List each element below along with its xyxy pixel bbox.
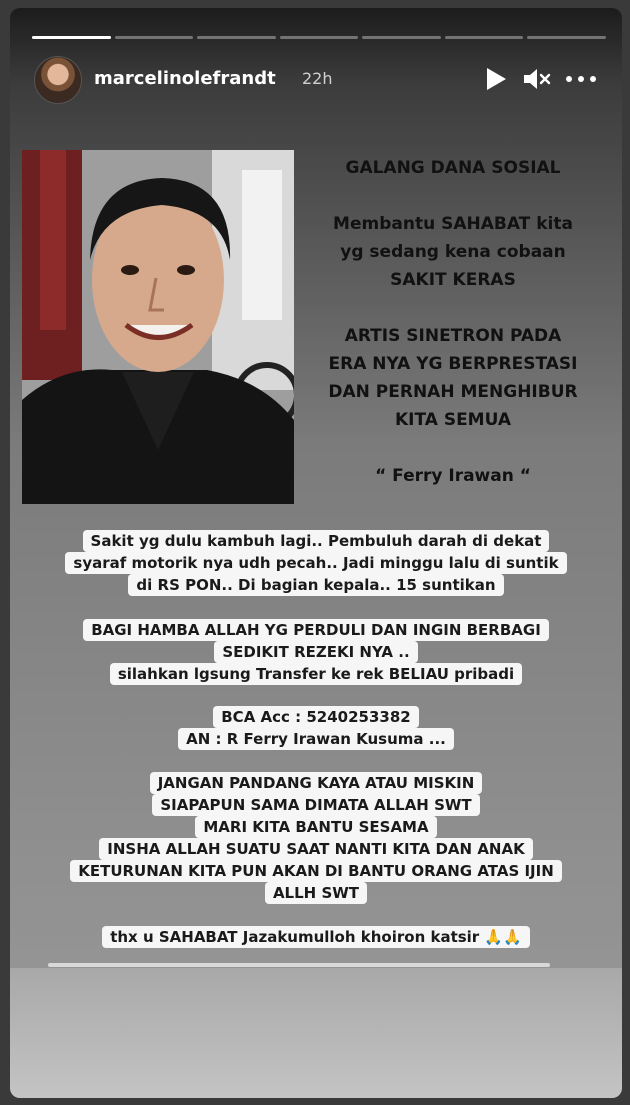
- heading-line: ERA NYA YG BERPRESTASI: [328, 354, 578, 374]
- heading-title: GALANG DANA SOSIAL: [345, 158, 561, 178]
- heading-line: DAN PERNAH MENGHIBUR: [328, 382, 578, 402]
- progress-segment: [445, 36, 524, 39]
- caption-message: [10, 772, 622, 904]
- caption-line: BCA Acc : 5240253382: [213, 706, 418, 728]
- more-icon[interactable]: [564, 66, 598, 92]
- caption-line: BAGI HAMBA ALLAH YG PERDULI DAN INGIN BERBAGI: [83, 619, 549, 641]
- heading-line: Membantu SAHABAT kita: [333, 214, 573, 234]
- caption-illness: [10, 530, 622, 596]
- divider-bar: [48, 963, 550, 967]
- caption-line: JANGAN PANDANG KAYA ATAU MISKIN: [150, 772, 483, 794]
- play-icon[interactable]: [484, 66, 508, 92]
- progress-segment: [527, 36, 606, 39]
- caption-line: SIAPAPUN SAMA DIMATA ALLAH SWT: [152, 794, 479, 816]
- progress-segment: [197, 36, 276, 39]
- story-progress-bar: [32, 36, 606, 39]
- heading-line: KITA SEMUA: [394, 410, 512, 430]
- caption-line: di RS PON.. Di bagian kepala.. 15 suntikan: [128, 574, 503, 596]
- mute-icon[interactable]: [522, 66, 552, 92]
- story-viewer[interactable]: [10, 8, 622, 1098]
- story-header: [34, 56, 600, 104]
- caption-line: ALLH SWT: [265, 882, 367, 904]
- heading-line: SAKIT KERAS: [390, 270, 516, 290]
- caption-line: AN : R Ferry Irawan Kusuma ...: [178, 728, 454, 750]
- caption-line: syaraf motorik nya udh pecah.. Jadi minggu lalu di suntik: [65, 552, 566, 574]
- caption-line: KETURUNAN KITA PUN AKAN DI BANTU ORANG ATAS IJIN: [70, 860, 562, 882]
- caption-line: Sakit yg dulu kambuh lagi.. Pembuluh darah di dekat: [83, 530, 550, 552]
- heading-name: “ Ferry Irawan “: [375, 466, 531, 486]
- progress-segment: [362, 36, 441, 39]
- caption-line: silahkan lgsung Transfer ke rek BELIAU pribadi: [110, 663, 522, 685]
- progress-segment: [115, 36, 194, 39]
- post-time: 22h: [302, 69, 333, 88]
- fundraising-heading: [303, 154, 603, 490]
- avatar[interactable]: [34, 56, 82, 104]
- caption-line: INSHA ALLAH SUATU SAAT NANTI KITA DAN ANAK: [99, 838, 532, 860]
- username-link[interactable]: marcelinolefrandt: [94, 68, 276, 89]
- portrait-illustration: [22, 150, 294, 504]
- caption-thanks: [10, 926, 622, 948]
- caption-appeal: [10, 619, 622, 685]
- heading-line: yg sedang kena cobaan: [340, 242, 566, 262]
- story-footer: [10, 968, 622, 1098]
- portrait-photo: [22, 150, 294, 504]
- caption-bank-account: [10, 706, 622, 750]
- caption-line: MARI KITA BANTU SESAMA: [195, 816, 436, 838]
- progress-fill: [32, 36, 111, 39]
- caption-line: SEDIKIT REZEKI NYA ..: [214, 641, 417, 663]
- caption-line: thx u SAHABAT Jazakumulloh khoiron katsir 🙏🙏: [102, 926, 530, 948]
- progress-segment: [280, 36, 359, 39]
- heading-line: ARTIS SINETRON PADA: [344, 326, 562, 346]
- progress-segment: [32, 36, 111, 39]
